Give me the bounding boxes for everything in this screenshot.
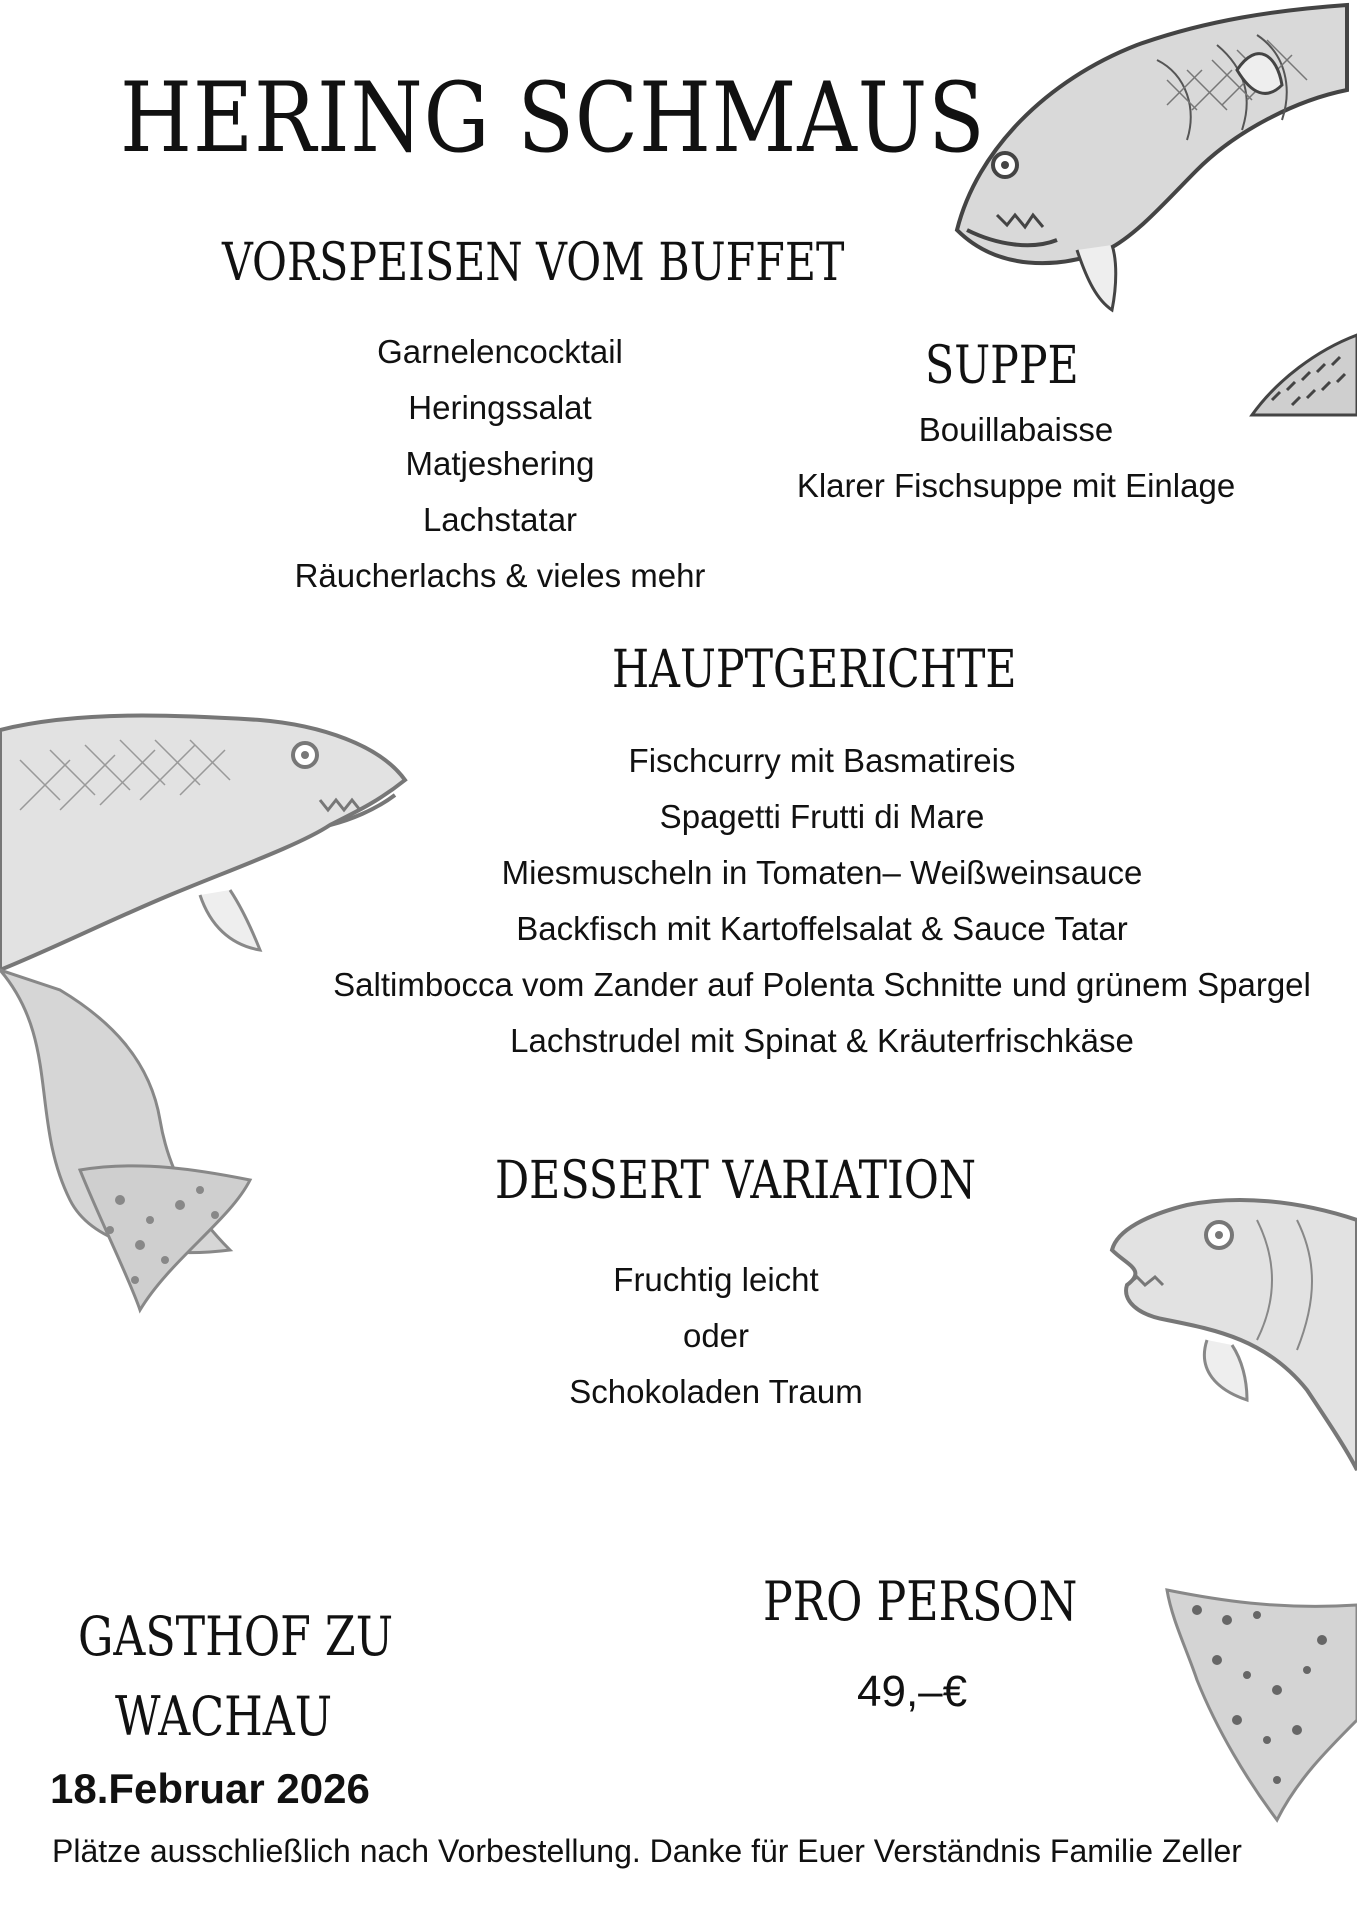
- starters-heading: VORSPEISEN VOM BUFFET: [222, 233, 845, 293]
- soup-heading: SUPPE: [925, 336, 1079, 396]
- fish-head-right: [1107, 1190, 1357, 1490]
- fish-fin-right: [1247, 330, 1357, 420]
- venue-line-2: WACHAU: [115, 1685, 333, 1748]
- soup-list: [797, 413, 1235, 525]
- list-item: Backfisch mit Kartoffelsalat & Sauce Tatar: [516, 910, 1128, 947]
- mains-list: [333, 744, 1311, 1080]
- list-item: Fruchtig leicht: [613, 1261, 819, 1298]
- list-item: Räucherlachs & vieles mehr: [294, 557, 706, 594]
- dessert-list: [569, 1263, 863, 1431]
- list-item: Spagetti Frutti di Mare: [659, 798, 985, 835]
- list-item: Lachstatar: [422, 501, 578, 538]
- list-item: Matjeshering: [405, 445, 595, 482]
- price-heading: PRO PERSON: [763, 1570, 1078, 1633]
- fish-tail-bottom-right: [1157, 1580, 1357, 1830]
- list-item: Miesmuscheln in Tomaten– Weißweinsauce: [501, 854, 1143, 891]
- list-item: Klarer Fischsuppe mit Einlage: [796, 467, 1236, 504]
- list-item: Lachstrudel mit Spinat & Kräuterfrischkäse: [510, 1022, 1134, 1059]
- list-item: Schokoladen Traum: [569, 1373, 863, 1410]
- list-item: Heringssalat: [408, 389, 592, 426]
- list-item: Saltimbocca vom Zander auf Polenta Schnitte und grünem Spargel: [333, 966, 1311, 1003]
- starters-list: [295, 335, 706, 615]
- event-date: 18.Februar 2026: [50, 1765, 370, 1812]
- venue-line-1: GASTHOF ZU: [78, 1605, 394, 1668]
- mains-heading: HAUPTGERICHTE: [612, 640, 1017, 700]
- menu-title: HERING SCHMAUS: [120, 62, 986, 174]
- dessert-heading: DESSERT VARIATION: [495, 1151, 977, 1211]
- list-item: Bouillabaisse: [918, 411, 1114, 448]
- list-item: oder: [682, 1317, 750, 1354]
- fish-illustration-top-right: [937, 0, 1357, 330]
- list-item: Garnelencocktail: [377, 333, 623, 370]
- price-value: 49,–€: [857, 1667, 968, 1716]
- reservation-note: Plätze ausschließlich nach Vorbestellung. Danke für Euer Verständnis Familie Zeller: [52, 1833, 1242, 1869]
- list-item: Fischcurry mit Basmatireis: [628, 742, 1016, 779]
